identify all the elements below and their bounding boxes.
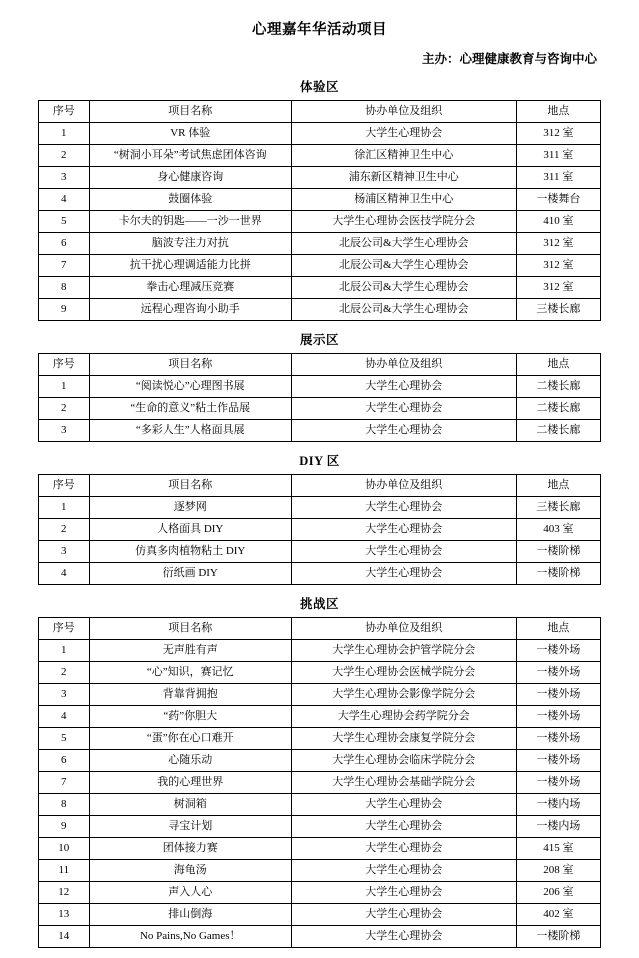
row-index-cell: 2 <box>39 398 90 420</box>
organizer-cell: 大学生心理协会基础学院分会 <box>291 772 516 794</box>
organizer-line: 主办：心理健康教育与咨询中心 <box>421 52 597 66</box>
organizer-cell: 大学生心理协会 <box>291 398 516 420</box>
project-name-cell: 鼓圈体验 <box>89 189 291 211</box>
table-row <box>39 299 601 321</box>
table-row <box>39 563 601 585</box>
column-header: 序号 <box>39 354 90 376</box>
row-index-cell: 6 <box>39 750 90 772</box>
organizer-cell: 大学生心理协会 <box>291 420 516 442</box>
project-name-cell: “生命的意义”粘土作品展 <box>89 398 291 420</box>
project-name-cell: VR 体验 <box>89 123 291 145</box>
organizer-cell: 浦东新区精神卫生中心 <box>291 167 516 189</box>
location-cell: 二楼长廊 <box>516 376 600 398</box>
location-cell: 二楼长廊 <box>516 420 600 442</box>
row-index-cell: 1 <box>39 640 90 662</box>
location-cell: 一楼外场 <box>516 728 600 750</box>
table-row <box>39 211 601 233</box>
project-name-cell: 无声胜有声 <box>89 640 291 662</box>
project-name-cell: 海龟汤 <box>89 860 291 882</box>
row-index-cell: 4 <box>39 189 90 211</box>
table-row <box>39 277 601 299</box>
location-cell: 415 室 <box>516 838 600 860</box>
project-name-cell: “树洞小耳朵”考试焦虑团体咨询 <box>89 145 291 167</box>
location-cell: 311 室 <box>516 145 600 167</box>
project-name-cell: 我的心理世界 <box>89 772 291 794</box>
table-row <box>39 255 601 277</box>
row-index-cell: 7 <box>39 772 90 794</box>
section-title: DIY 区 <box>299 454 340 468</box>
organizer-cell: 大学生心理协会 <box>291 838 516 860</box>
organizer-cell: 北辰公司&大学生心理协会 <box>291 277 516 299</box>
table-row <box>39 497 601 519</box>
table-row <box>39 794 601 816</box>
column-header: 地点 <box>516 354 600 376</box>
table-row <box>39 904 601 926</box>
organizer-cell: 北辰公司&大学生心理协会 <box>291 299 516 321</box>
table-row <box>39 750 601 772</box>
column-header: 项目名称 <box>89 618 291 640</box>
project-name-cell: 脑波专注力对抗 <box>89 233 291 255</box>
column-header: 协办单位及组织 <box>291 101 516 123</box>
project-name-cell: 远程心理咨询小助手 <box>89 299 291 321</box>
page-title: 心理嘉年华活动项目 <box>252 22 387 38</box>
organizer-cell: 北辰公司&大学生心理协会 <box>291 233 516 255</box>
location-cell: 403 室 <box>516 519 600 541</box>
table-row <box>39 772 601 794</box>
project-name-cell: 声入人心 <box>89 882 291 904</box>
organizer-cell: 大学生心理协会 <box>291 794 516 816</box>
row-index-cell: 5 <box>39 728 90 750</box>
row-index-cell: 8 <box>39 277 90 299</box>
column-header: 序号 <box>39 618 90 640</box>
organizer-cell: 大学生心理协会 <box>291 123 516 145</box>
location-cell: 二楼长廊 <box>516 398 600 420</box>
organizer-cell: 大学生心理协会 <box>291 860 516 882</box>
location-cell: 一楼外场 <box>516 706 600 728</box>
table-row <box>39 145 601 167</box>
section-title: 展示区 <box>299 333 339 347</box>
project-name-cell: 排山倒海 <box>89 904 291 926</box>
table-row <box>39 189 601 211</box>
organizer-cell: 杨浦区精神卫生中心 <box>291 189 516 211</box>
sections-container <box>38 77 601 948</box>
location-cell: 一楼外场 <box>516 772 600 794</box>
location-cell: 一楼外场 <box>516 640 600 662</box>
organizer-cell: 北辰公司&大学生心理协会 <box>291 255 516 277</box>
column-header: 项目名称 <box>89 101 291 123</box>
organizer-cell: 大学生心理协会 <box>291 497 516 519</box>
row-index-cell: 14 <box>39 926 90 948</box>
organizer-cell: 大学生心理协会 <box>291 519 516 541</box>
table-row <box>39 684 601 706</box>
location-cell: 一楼外场 <box>516 750 600 772</box>
organizer-cell: 大学生心理协会 <box>291 541 516 563</box>
location-cell: 一楼阶梯 <box>516 563 600 585</box>
table-row <box>39 123 601 145</box>
project-name-cell: 团体接力赛 <box>89 838 291 860</box>
table-row <box>39 728 601 750</box>
table-header-row <box>39 618 601 640</box>
column-header: 项目名称 <box>89 475 291 497</box>
project-name-cell: 仿真多肉植物粘土 DIY <box>89 541 291 563</box>
organizer-cell: 大学生心理协会 <box>291 882 516 904</box>
project-name-cell: 人格面具 DIY <box>89 519 291 541</box>
row-index-cell: 8 <box>39 794 90 816</box>
project-name-cell: 逐梦网 <box>89 497 291 519</box>
project-name-cell: “阅读悦心”心理图书展 <box>89 376 291 398</box>
location-cell: 一楼内场 <box>516 816 600 838</box>
row-index-cell: 9 <box>39 299 90 321</box>
organizer-cell: 大学生心理协会康复学院分会 <box>291 728 516 750</box>
row-index-cell: 1 <box>39 376 90 398</box>
column-header: 序号 <box>39 475 90 497</box>
table-row <box>39 816 601 838</box>
location-cell: 312 室 <box>516 123 600 145</box>
location-cell: 208 室 <box>516 860 600 882</box>
row-index-cell: 3 <box>39 541 90 563</box>
row-index-cell: 9 <box>39 816 90 838</box>
table-row <box>39 167 601 189</box>
project-name-cell: 卡尔夫的钥匙——一沙一世界 <box>89 211 291 233</box>
activity-table <box>38 100 601 321</box>
project-name-cell: 树洞箱 <box>89 794 291 816</box>
column-header: 项目名称 <box>89 354 291 376</box>
row-index-cell: 11 <box>39 860 90 882</box>
column-header: 序号 <box>39 101 90 123</box>
row-index-cell: 2 <box>39 662 90 684</box>
organizer-cell: 大学生心理协会影像学院分会 <box>291 684 516 706</box>
location-cell: 一楼外场 <box>516 684 600 706</box>
location-cell: 312 室 <box>516 255 600 277</box>
location-cell: 一楼阶梯 <box>516 541 600 563</box>
table-row <box>39 233 601 255</box>
row-index-cell: 3 <box>39 167 90 189</box>
column-header: 协办单位及组织 <box>291 618 516 640</box>
table-header-row <box>39 101 601 123</box>
project-name-cell: 心随乐动 <box>89 750 291 772</box>
location-cell: 一楼舞台 <box>516 189 600 211</box>
organizer-cell: 大学生心理协会临床学院分会 <box>291 750 516 772</box>
row-index-cell: 7 <box>39 255 90 277</box>
column-header: 地点 <box>516 475 600 497</box>
activity-table <box>38 474 601 585</box>
row-index-cell: 4 <box>39 563 90 585</box>
project-name-cell: 背靠背拥抱 <box>89 684 291 706</box>
table-row <box>39 882 601 904</box>
project-name-cell: No Pains,No Games！ <box>89 926 291 948</box>
location-cell: 三楼长廊 <box>516 299 600 321</box>
organizer-cell: 徐汇区精神卫生中心 <box>291 145 516 167</box>
organizer-cell: 大学生心理协会 <box>291 563 516 585</box>
project-name-cell: “蛋”你在心口难开 <box>89 728 291 750</box>
column-header: 地点 <box>516 101 600 123</box>
table-row <box>39 519 601 541</box>
table-row <box>39 838 601 860</box>
project-name-cell: “药”你胆大 <box>89 706 291 728</box>
organizer-cell: 大学生心理协会 <box>291 816 516 838</box>
row-index-cell: 10 <box>39 838 90 860</box>
section-title: 挑战区 <box>299 597 339 611</box>
organizer-cell: 大学生心理协会 <box>291 376 516 398</box>
location-cell: 410 室 <box>516 211 600 233</box>
table-row <box>39 662 601 684</box>
row-index-cell: 2 <box>39 519 90 541</box>
row-index-cell: 1 <box>39 123 90 145</box>
organizer-cell: 大学生心理协会护管学院分会 <box>291 640 516 662</box>
section-title: 体验区 <box>299 80 339 94</box>
project-name-cell: 寻宝计划 <box>89 816 291 838</box>
project-name-cell: “心”知识，赛记忆 <box>89 662 291 684</box>
location-cell: 312 室 <box>516 233 600 255</box>
activity-table <box>38 353 601 442</box>
row-index-cell: 5 <box>39 211 90 233</box>
row-index-cell: 13 <box>39 904 90 926</box>
project-name-cell: 衍纸画 DIY <box>89 563 291 585</box>
table-row <box>39 420 601 442</box>
table-row <box>39 860 601 882</box>
row-index-cell: 6 <box>39 233 90 255</box>
table-row <box>39 376 601 398</box>
project-name-cell: “多彩人生”人格面具展 <box>89 420 291 442</box>
row-index-cell: 3 <box>39 420 90 442</box>
table-row <box>39 706 601 728</box>
organizer-cell: 大学生心理协会 <box>291 926 516 948</box>
location-cell: 312 室 <box>516 277 600 299</box>
project-name-cell: 身心健康咨询 <box>89 167 291 189</box>
location-cell: 206 室 <box>516 882 600 904</box>
row-index-cell: 12 <box>39 882 90 904</box>
table-row <box>39 541 601 563</box>
row-index-cell: 2 <box>39 145 90 167</box>
location-cell: 一楼外场 <box>516 662 600 684</box>
organizer-cell: 大学生心理协会 <box>291 904 516 926</box>
location-cell: 311 室 <box>516 167 600 189</box>
row-index-cell: 1 <box>39 497 90 519</box>
activity-table <box>38 617 601 948</box>
column-header: 协办单位及组织 <box>291 475 516 497</box>
organizer-cell: 大学生心理协会药学院分会 <box>291 706 516 728</box>
organizer-cell: 大学生心理协会医技学院分会 <box>291 211 516 233</box>
table-row <box>39 398 601 420</box>
column-header: 协办单位及组织 <box>291 354 516 376</box>
location-cell: 三楼长廊 <box>516 497 600 519</box>
table-header-row <box>39 475 601 497</box>
location-cell: 402 室 <box>516 904 600 926</box>
table-header-row <box>39 354 601 376</box>
table-row <box>39 926 601 948</box>
table-row <box>39 640 601 662</box>
row-index-cell: 4 <box>39 706 90 728</box>
column-header: 地点 <box>516 618 600 640</box>
location-cell: 一楼内场 <box>516 794 600 816</box>
row-index-cell: 3 <box>39 684 90 706</box>
location-cell: 一楼阶梯 <box>516 926 600 948</box>
organizer-cell: 大学生心理协会医械学院分会 <box>291 662 516 684</box>
project-name-cell: 拳击心理减压竞赛 <box>89 277 291 299</box>
project-name-cell: 抗干扰心理调适能力比拼 <box>89 255 291 277</box>
